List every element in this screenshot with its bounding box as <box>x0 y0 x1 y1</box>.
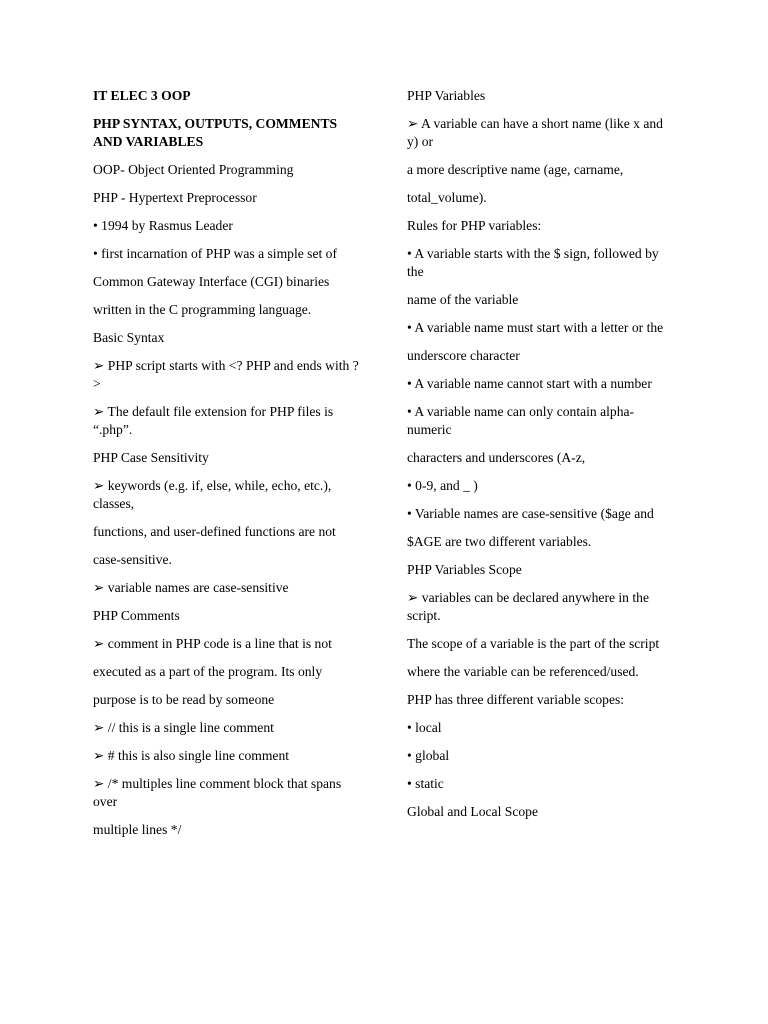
right-paragraph-21: • local <box>407 720 442 735</box>
right-paragraph-12: characters and underscores (A-z, <box>407 450 586 465</box>
right-paragraph-10: • A variable name cannot start with a number <box>407 376 652 391</box>
left-paragraph-23: ➢ /* multiples line comment block that spans over <box>93 776 342 809</box>
right-paragraph-6: • A variable starts with the $ sign, followed by the <box>407 246 659 279</box>
left-paragraph-21: ➢ // this is a single line comment <box>93 720 274 735</box>
left-paragraph-1: IT ELEC 3 OOP <box>93 88 191 103</box>
right-paragraph-1: PHP Variables <box>407 88 486 103</box>
left-paragraph-11: ➢ The default file extension for PHP files is “.php”. <box>93 404 334 437</box>
right-paragraph-8: • A variable name must start with a letter or the <box>407 320 664 335</box>
right-paragraph-2: ➢ A variable can have a short name (like x and y) or <box>407 116 663 149</box>
left-paragraph-9: Basic Syntax <box>93 330 165 345</box>
right-paragraph-4: total_volume). <box>407 190 487 205</box>
right-paragraph-11: • A variable name can only contain alpha-numeric <box>407 404 635 437</box>
left-paragraph-17: PHP Comments <box>93 608 180 623</box>
left-paragraph-3: OOP- Object Oriented Programming <box>93 162 294 177</box>
right-paragraph-24: Global and Local Scope <box>407 804 538 819</box>
left-column <box>93 87 361 849</box>
right-paragraph-9: underscore character <box>407 348 520 363</box>
left-paragraph-20: purpose is to be read by someone <box>93 692 275 707</box>
left-paragraph-4: PHP - Hypertext Preprocessor <box>93 190 257 205</box>
left-paragraph-6: • first incarnation of PHP was a simple set of <box>93 246 337 261</box>
right-paragraph-16: PHP Variables Scope <box>407 562 522 577</box>
left-paragraph-22: ➢ # this is also single line comment <box>93 748 290 763</box>
right-paragraph-22: • global <box>407 748 450 763</box>
right-paragraph-15: $AGE are two different variables. <box>407 534 592 549</box>
right-paragraph-17: ➢ variables can be declared anywhere in the script. <box>407 590 649 623</box>
left-paragraph-12: PHP Case Sensitivity <box>93 450 209 465</box>
right-paragraph-3: a more descriptive name (age, carname, <box>407 162 624 177</box>
right-paragraph-20: PHP has three different variable scopes: <box>407 692 625 707</box>
left-paragraph-16: ➢ variable names are case-sensitive <box>93 580 289 595</box>
left-paragraph-8: written in the C programming language. <box>93 302 312 317</box>
right-paragraph-14: • Variable names are case-sensitive ($age and <box>407 506 654 521</box>
left-paragraph-19: executed as a part of the program. Its only <box>93 664 323 679</box>
right-paragraph-23: • static <box>407 776 444 791</box>
right-paragraph-7: name of the variable <box>407 292 519 307</box>
left-paragraph-7: Common Gateway Interface (CGI) binaries <box>93 274 330 289</box>
left-paragraph-18: ➢ comment in PHP code is a line that is not <box>93 636 332 651</box>
right-paragraph-5: Rules for PHP variables: <box>407 218 542 233</box>
right-paragraph-13: • 0-9, and _ ) <box>407 478 478 493</box>
left-paragraph-24: multiple lines */ <box>93 822 182 837</box>
left-paragraph-14: functions, and user-defined functions are not <box>93 524 336 539</box>
right-paragraph-19: where the variable can be referenced/used. <box>407 664 639 679</box>
right-paragraph-18: The scope of a variable is the part of the script <box>407 636 660 651</box>
left-paragraph-15: case-sensitive. <box>93 552 172 567</box>
left-paragraph-5: • 1994 by Rasmus Leader <box>93 218 233 233</box>
left-paragraph-13: ➢ keywords (e.g. if, else, while, echo, etc.), classes, <box>93 478 332 511</box>
left-paragraph-2: PHP SYNTAX, OUTPUTS, COMMENTS AND VARIABLES <box>93 116 338 149</box>
right-column <box>407 87 677 831</box>
left-paragraph-10: ➢ PHP script starts with <? PHP and ends with ?> <box>93 358 359 391</box>
